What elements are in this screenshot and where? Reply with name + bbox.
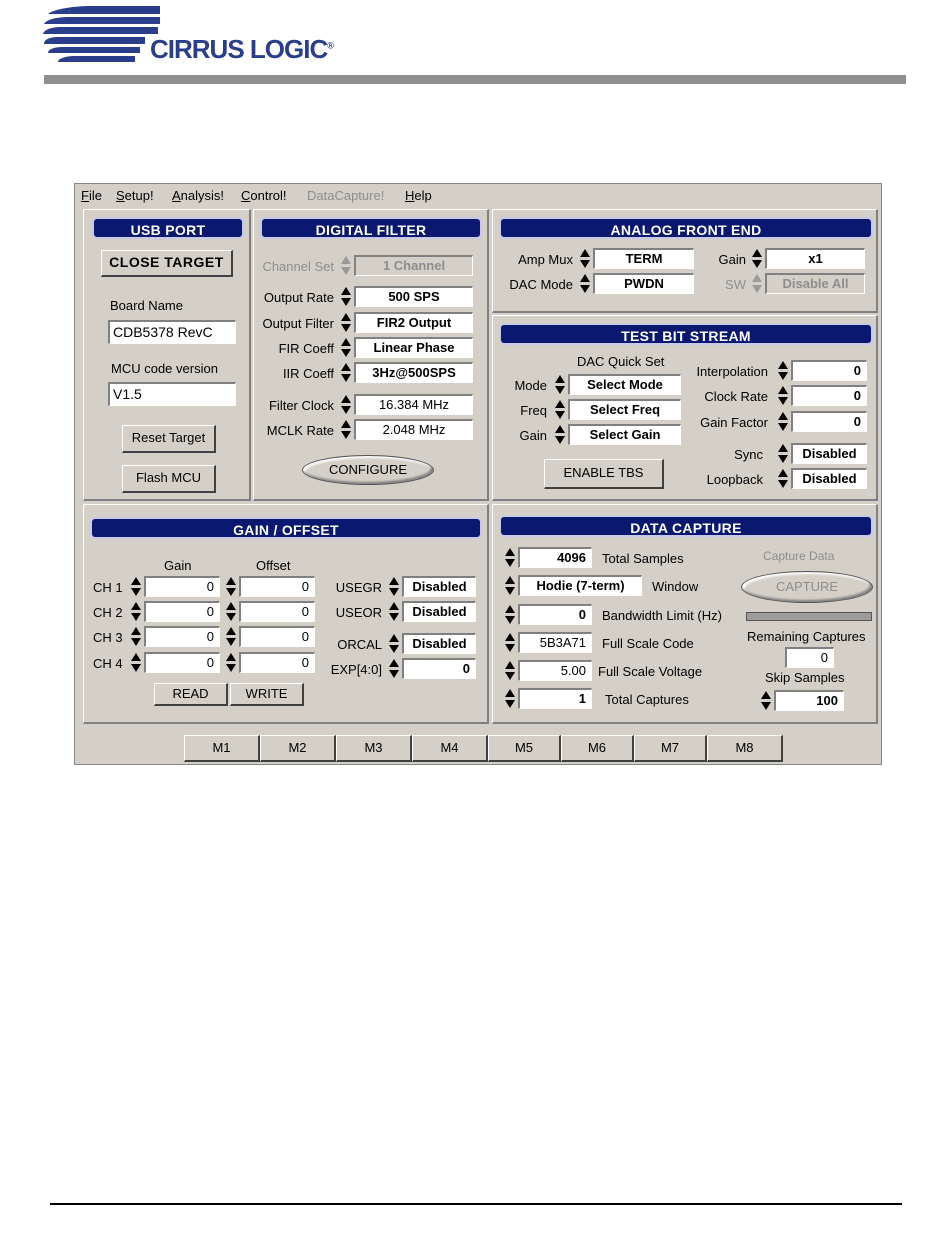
digital-filter-title: DIGITAL FILTER	[260, 217, 482, 239]
full-scale-code-field[interactable]: 5B3A71	[518, 632, 592, 653]
offset-column-header: Offset	[256, 558, 291, 573]
amp-mux-spinner[interactable]	[580, 248, 591, 269]
iir-coeff-spinner[interactable]	[341, 362, 352, 383]
sw-label: SW	[725, 277, 746, 292]
menu-datacapture[interactable]: DataCapture!	[307, 188, 385, 203]
output-rate-spinner[interactable]	[341, 286, 352, 307]
macro-button-m2[interactable]: M2	[260, 735, 336, 762]
cirrus-logo-icon	[40, 2, 160, 72]
bandwidth-limit-label: Bandwidth Limit (Hz)	[602, 608, 722, 623]
afe-gain-label: Gain	[718, 252, 746, 267]
remaining-captures-field: 0	[785, 647, 834, 668]
iir-coeff-field[interactable]: 3Hz@500SPS	[354, 362, 473, 383]
bandwidth-limit-spinner[interactable]	[505, 604, 516, 625]
total-samples-field[interactable]: 4096	[518, 547, 592, 568]
interpolation-spinner[interactable]	[778, 360, 789, 381]
window-spinner[interactable]	[505, 575, 516, 596]
total-captures-field[interactable]: 1	[518, 688, 592, 709]
reset-target-button[interactable]: Reset Target	[122, 425, 216, 453]
ch4-gain-spinner[interactable]	[131, 652, 142, 673]
header-divider	[44, 75, 906, 84]
useor-spinner[interactable]	[389, 601, 400, 622]
afe-gain-spinner[interactable]	[752, 248, 763, 269]
macro-button-m5[interactable]: M5	[488, 735, 561, 762]
full-scale-voltage-label: Full Scale Voltage	[598, 664, 703, 679]
tbs-mode-label: Mode	[514, 378, 547, 393]
sw-spinner[interactable]	[752, 273, 763, 294]
macro-button-m4[interactable]: M4	[412, 735, 488, 762]
ch2-gain-spinner[interactable]	[131, 601, 142, 622]
data-capture-title: DATA CAPTURE	[499, 515, 873, 537]
ch2-offset-spinner[interactable]	[226, 601, 237, 622]
loopback-spinner[interactable]	[778, 468, 789, 489]
filter-clock-spinner[interactable]	[341, 394, 352, 415]
filter-clock-field[interactable]: 16.384 MHz	[354, 394, 473, 415]
full-scale-voltage-field[interactable]: 5.00	[518, 660, 592, 681]
test-bit-stream-panel	[492, 315, 878, 501]
menu-bar	[75, 184, 881, 206]
remaining-captures-label: Remaining Captures	[747, 629, 866, 644]
ch4-offset-spinner[interactable]	[226, 652, 237, 673]
tbs-mode-spinner[interactable]	[555, 374, 566, 395]
gain-offset-panel	[83, 504, 489, 724]
ch2-offset-field[interactable]: 0	[239, 601, 315, 622]
gain-factor-spinner[interactable]	[778, 411, 789, 432]
interpolation-label: Interpolation	[696, 364, 768, 379]
clock-rate-label: Clock Rate	[704, 389, 768, 404]
flash-mcu-button[interactable]: Flash MCU	[122, 465, 216, 493]
ch2-label: CH 2	[93, 605, 123, 620]
data-capture-panel	[492, 504, 878, 724]
useor-field[interactable]: Disabled	[402, 601, 476, 622]
capture-progress-bar	[746, 612, 872, 621]
test-bit-stream-title: TEST BIT STREAM	[499, 323, 873, 345]
fir-coeff-field[interactable]: Linear Phase	[354, 337, 473, 358]
ch4-label: CH 4	[93, 656, 123, 671]
dac-mode-label: DAC Mode	[509, 277, 573, 292]
mclk-rate-field[interactable]: 2.048 MHz	[354, 419, 473, 440]
orcal-spinner[interactable]	[389, 633, 400, 654]
ch1-label: CH 1	[93, 580, 123, 595]
footer-divider	[50, 1203, 902, 1205]
clock-rate-field[interactable]: 0	[791, 385, 867, 406]
tbs-freq-field[interactable]: Select Freq	[568, 399, 681, 420]
mclk-rate-label: MCLK Rate	[266, 423, 334, 438]
usegr-spinner[interactable]	[389, 576, 400, 597]
channel-set-spinner[interactable]	[341, 255, 352, 276]
ch4-offset-field[interactable]: 0	[239, 652, 315, 673]
channel-set-label: Channel Set	[262, 259, 334, 274]
analog-front-end-title: ANALOG FRONT END	[499, 217, 873, 239]
fir-coeff-label: FIR Coeff	[278, 341, 334, 356]
full-scale-voltage-spinner[interactable]	[505, 660, 516, 681]
dac-quick-set-label: DAC Quick Set	[577, 354, 665, 369]
ch2-gain-field[interactable]: 0	[144, 601, 220, 622]
macro-button-m7[interactable]: M7	[634, 735, 707, 762]
tbs-gain-field[interactable]: Select Gain	[568, 424, 681, 445]
gain-offset-title: GAIN / OFFSET	[90, 517, 482, 539]
digital-filter-panel	[253, 209, 489, 501]
tbs-gain-spinner[interactable]	[555, 424, 566, 445]
total-samples-spinner[interactable]	[505, 547, 516, 568]
capture-data-label: Capture Data	[763, 549, 835, 563]
fir-coeff-spinner[interactable]	[341, 337, 352, 358]
total-captures-label: Total Captures	[605, 692, 689, 707]
iir-coeff-label: IIR Coeff	[282, 366, 334, 381]
skip-samples-label: Skip Samples	[765, 670, 845, 685]
skip-samples-spinner[interactable]	[761, 690, 772, 711]
tbs-mode-field[interactable]: Select Mode	[568, 374, 681, 395]
bandwidth-limit-field[interactable]: 0	[518, 604, 592, 625]
ch3-gain-field[interactable]: 0	[144, 626, 220, 647]
exp-field[interactable]: 0	[402, 658, 476, 679]
filter-clock-label: Filter Clock	[268, 398, 334, 413]
macro-button-m8[interactable]: M8	[707, 735, 783, 762]
board-name-field[interactable]: CDB5378 RevC	[108, 320, 236, 344]
sync-field[interactable]: Disabled	[791, 443, 867, 464]
ch3-offset-field[interactable]: 0	[239, 626, 315, 647]
menu-analysis[interactable]: Analysis!	[172, 188, 225, 203]
menu-help[interactable]: Help	[405, 188, 432, 203]
exp-spinner[interactable]	[389, 658, 400, 679]
total-captures-spinner[interactable]	[505, 688, 516, 709]
window-field[interactable]: Hodie (7-term)	[518, 575, 642, 596]
useor-label: USEOR	[335, 605, 382, 620]
gain-factor-field[interactable]: 0	[791, 411, 867, 432]
gain-factor-label: Gain Factor	[700, 415, 768, 430]
output-rate-label: Output Rate	[263, 290, 334, 305]
macro-button-m3[interactable]: M3	[336, 735, 412, 762]
tbs-gain-label: Gain	[519, 428, 547, 443]
loopback-label: Loopback	[706, 472, 763, 487]
loopback-field[interactable]: Disabled	[791, 468, 867, 489]
ch1-gain-spinner[interactable]	[131, 576, 142, 597]
exp-label: EXP[4:0]	[330, 662, 382, 677]
app-window	[74, 183, 882, 765]
read-button[interactable]: READ	[154, 683, 228, 706]
configure-button[interactable]: CONFIGURE	[302, 455, 434, 485]
full-scale-code-label: Full Scale Code	[602, 636, 694, 651]
channel-set-field[interactable]: 1 Channel	[354, 255, 473, 276]
orcal-field[interactable]: Disabled	[402, 633, 476, 654]
ch4-gain-field[interactable]: 0	[144, 652, 220, 673]
total-samples-label: Total Samples	[602, 551, 684, 566]
usegr-label: USEGR	[335, 580, 382, 595]
full-scale-code-spinner[interactable]	[505, 632, 516, 653]
ch3-offset-spinner[interactable]	[226, 626, 237, 647]
output-filter-field[interactable]: FIR2 Output	[354, 312, 473, 333]
ch3-label: CH 3	[93, 630, 123, 645]
mclk-rate-spinner[interactable]	[341, 419, 352, 440]
sync-label: Sync	[734, 447, 763, 462]
tbs-freq-label: Freq	[520, 403, 547, 418]
enable-tbs-button[interactable]: ENABLE TBS	[544, 459, 664, 489]
close-target-button[interactable]: CLOSE TARGET	[101, 250, 233, 277]
ch1-offset-spinner[interactable]	[226, 576, 237, 597]
orcal-label: ORCAL	[337, 637, 382, 652]
capture-button[interactable]: CAPTURE	[741, 571, 873, 603]
macro-button-m6[interactable]: M6	[561, 735, 634, 762]
sw-field[interactable]: Disable All	[765, 273, 865, 294]
ch1-offset-field[interactable]: 0	[239, 576, 315, 597]
amp-mux-label: Amp Mux	[518, 252, 573, 267]
mcu-version-label: MCU code version	[111, 361, 218, 376]
sync-spinner[interactable]	[778, 443, 789, 464]
output-filter-label: Output Filter	[262, 316, 334, 331]
amp-mux-field[interactable]: TERM	[593, 248, 694, 269]
afe-gain-field[interactable]: x1	[765, 248, 865, 269]
usb-port-title: USB PORT	[92, 217, 244, 239]
write-button[interactable]: WRITE	[230, 683, 304, 706]
menu-setup[interactable]: Setup!	[116, 188, 154, 203]
usegr-field[interactable]: Disabled	[402, 576, 476, 597]
board-name-label: Board Name	[110, 298, 183, 313]
logo-text: CIRRUS LOGIC®	[150, 34, 333, 64]
clock-rate-spinner[interactable]	[778, 385, 789, 406]
ch3-gain-spinner[interactable]	[131, 626, 142, 647]
dac-mode-spinner[interactable]	[580, 273, 591, 294]
menu-control[interactable]: Control!	[241, 188, 287, 203]
analog-front-end-panel	[492, 209, 878, 313]
mcu-version-field[interactable]: V1.5	[108, 382, 236, 406]
menu-file[interactable]: File	[81, 188, 102, 203]
interpolation-field[interactable]: 0	[791, 360, 867, 381]
output-filter-spinner[interactable]	[341, 312, 352, 333]
output-rate-field[interactable]: 500 SPS	[354, 286, 473, 307]
window-label: Window	[652, 579, 699, 594]
dac-mode-field[interactable]: PWDN	[593, 273, 694, 294]
skip-samples-field[interactable]: 100	[774, 690, 844, 711]
tbs-freq-spinner[interactable]	[555, 399, 566, 420]
ch1-gain-field[interactable]: 0	[144, 576, 220, 597]
gain-column-header: Gain	[164, 558, 192, 573]
macro-button-m1[interactable]: M1	[184, 735, 260, 762]
usb-port-panel	[83, 209, 251, 501]
